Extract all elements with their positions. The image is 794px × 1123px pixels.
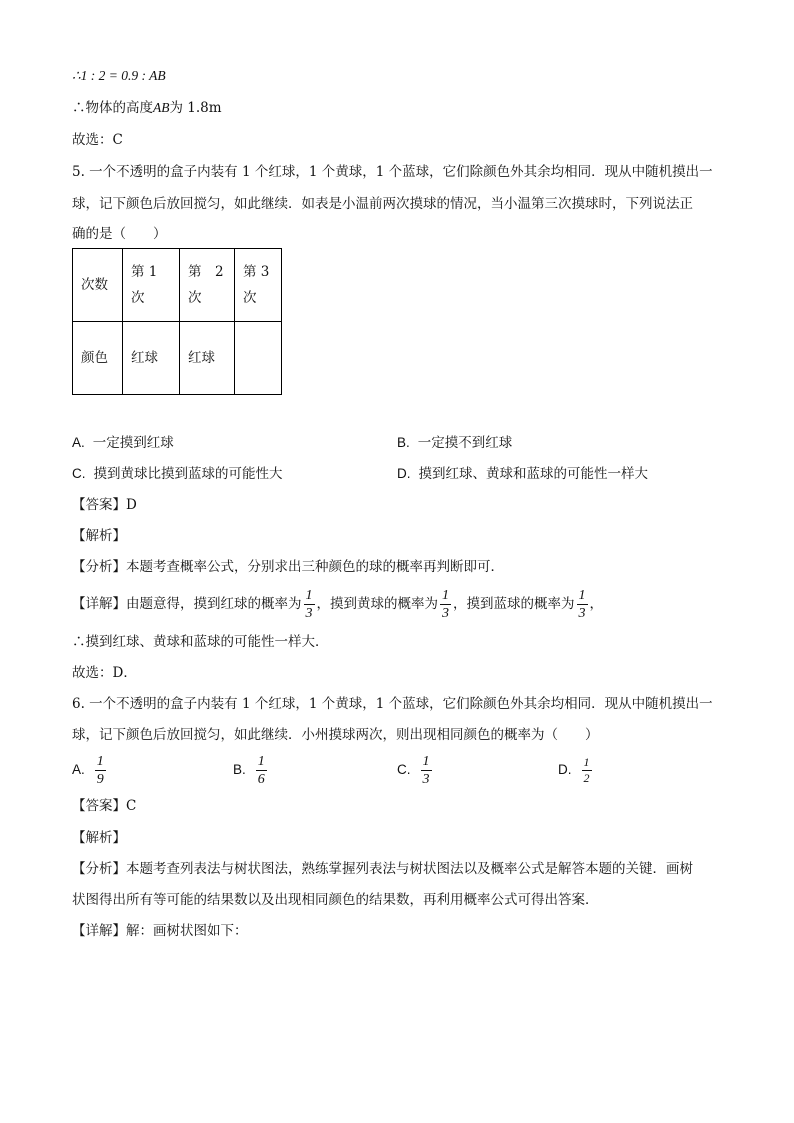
fraction-one-third: [304, 588, 315, 621]
option-label: B.: [233, 762, 246, 777]
fraction-denominator: 3: [305, 606, 313, 621]
q6-option-c: [397, 750, 434, 790]
fraction-denominator: 3: [578, 606, 586, 621]
cell-line: 第 2: [188, 264, 224, 280]
xiangjie-text-d: ，: [589, 596, 603, 612]
xiangjie-text-c: ，摸到蓝球的概率为: [453, 596, 575, 612]
fenxi-tag: 【分析】: [72, 861, 126, 877]
fraction-numerator: 1: [422, 754, 430, 769]
ratio-equation: ∴1 : 2 = 0.9 : AB: [72, 68, 166, 83]
xiangjie-text-b: ，摸到黄球的概率为: [316, 596, 438, 612]
table-row: [73, 322, 282, 395]
option-label: B.: [397, 435, 410, 450]
xiangjie-text-a: 由题意得，摸到红球的概率为: [126, 596, 302, 612]
height-prefix: ∴物体的高度: [72, 100, 153, 116]
fraction-option-d: [582, 756, 592, 785]
fraction-one-third: [577, 588, 588, 621]
q6-stem-line-2: 球，记下颜色后放回搅匀，如此继续．小州摸球两次，则出现相同颜色的概率为（ ）: [72, 727, 599, 743]
height-variable: AB: [153, 100, 170, 115]
q5-option-b: [397, 433, 512, 453]
fraction-bar: [577, 604, 588, 605]
table-cell: 颜色: [73, 322, 123, 395]
q5-fenxi: [72, 557, 504, 577]
table-cell: 第 1 次: [123, 249, 180, 322]
xiangjie-tag: 【详解】: [72, 596, 126, 612]
option-label: A.: [72, 762, 85, 777]
option-text: 一定摸到红球: [92, 435, 174, 451]
table-cell: 红球: [123, 322, 180, 395]
fraction-denominator: 6: [257, 772, 265, 787]
fraction-bar: [95, 770, 106, 771]
cell-line: 第 3: [243, 264, 270, 280]
q5-stem-line-2: 球，记下颜色后放回搅匀，如此继续．如表是小温前两次摸球的情况，当小温第三次摸球时，下列说法正: [72, 196, 693, 212]
q6-fenxi-line-2: 状图得出所有等可能的结果数以及出现相同颜色的结果数，再利用概率公式可得出答案．: [72, 892, 599, 908]
q6-option-d: [558, 750, 594, 790]
fraction-option-a: [95, 754, 106, 787]
table-cell: 次数: [73, 249, 123, 322]
ratio-line: [72, 66, 166, 86]
cell-line: 次: [188, 290, 202, 306]
table-cell: [235, 249, 282, 322]
fenxi-text: 本题考查列表法与树状图法，熟练掌握列表法与树状图法以及概率公式是解答本题的关键．画树: [126, 861, 693, 877]
q6-jiexi: 【解析】: [72, 830, 126, 846]
q5-option-c: [72, 464, 283, 484]
fraction-bar: [256, 770, 267, 771]
fraction-one-third: [440, 588, 451, 621]
fenxi-tag: 【分析】: [72, 559, 126, 575]
prev-choice: 故选：C: [72, 132, 123, 148]
fraction-bar: [440, 604, 451, 605]
fraction-bar: [304, 604, 315, 605]
fraction-denominator: 9: [96, 772, 104, 787]
option-label: D.: [397, 466, 411, 481]
fraction-numerator: 1: [583, 755, 590, 769]
cell-line: 次: [243, 290, 257, 306]
fraction-option-c: [421, 754, 432, 787]
q5-jiexi: 【解析】: [72, 528, 126, 544]
q6-answer: [72, 796, 136, 816]
q5-conclusion: ∴摸到红球、黄球和蓝球的可能性一样大．: [72, 634, 329, 650]
fraction-bar: [421, 770, 432, 771]
fraction-numerator: 1: [96, 754, 104, 769]
q6-option-a: [72, 750, 108, 790]
q6-stem-line-1: 6. 一个不透明的盒子内装有 1 个红球，1 个黄球，1 个蓝球，它们除颜色外其余均相同．现从中随机摸出一: [72, 696, 713, 712]
table-cell: [235, 322, 282, 395]
table-cell: [180, 249, 235, 322]
table-cell: 红球: [180, 322, 235, 395]
option-label: D.: [558, 762, 572, 777]
answer-value: D: [126, 497, 137, 513]
q5-table: [72, 248, 282, 395]
option-label: A.: [72, 435, 85, 450]
fraction-denominator: 2: [583, 771, 590, 785]
q5-xiangjie: [72, 584, 603, 624]
fenxi-text: 本题考查概率公式，分别求出三种颜色的球的概率再判断即可．: [126, 559, 504, 575]
option-text: 摸到红球、黄球和蓝球的可能性一样大: [418, 466, 648, 482]
answer-tag: 【答案】: [72, 497, 126, 513]
q6-option-b: [233, 750, 269, 790]
q5-option-a: [72, 433, 174, 453]
answer-value: C: [126, 798, 137, 814]
fraction-numerator: 1: [305, 588, 313, 603]
xiangjie-tag: 【详解】: [72, 923, 126, 939]
option-text: 一定摸不到红球: [417, 435, 513, 451]
q5-option-d: [397, 464, 648, 484]
q5-stem-line-1: 5. 一个不透明的盒子内装有 1 个红球，1 个黄球，1 个蓝球，它们除颜色外其余均相同．现从中随机摸出一: [72, 164, 713, 180]
fraction-denominator: 3: [442, 606, 449, 621]
fraction-option-b: [256, 754, 267, 787]
xiangjie-text: 解：画树状图如下：: [126, 923, 248, 939]
table-row: [73, 249, 282, 322]
q5-stem-line-3: 确的是（ ）: [72, 226, 167, 242]
option-text: 摸到黄球比摸到蓝球的可能性大: [93, 466, 283, 482]
height-line: [72, 98, 222, 118]
q5-answer: [72, 495, 137, 515]
fraction-numerator: 1: [442, 588, 449, 603]
q5-choice: 故选：D．: [72, 665, 137, 681]
fraction-denominator: 3: [422, 772, 430, 787]
q6-xiangjie: [72, 921, 248, 941]
option-label: C.: [397, 762, 411, 777]
height-suffix: 为 1.8m: [169, 100, 222, 116]
fraction-numerator: 1: [578, 588, 586, 603]
option-label: C.: [72, 466, 86, 481]
fraction-numerator: 1: [257, 754, 265, 769]
answer-tag: 【答案】: [72, 798, 126, 814]
q6-fenxi-line-1: [72, 859, 693, 879]
